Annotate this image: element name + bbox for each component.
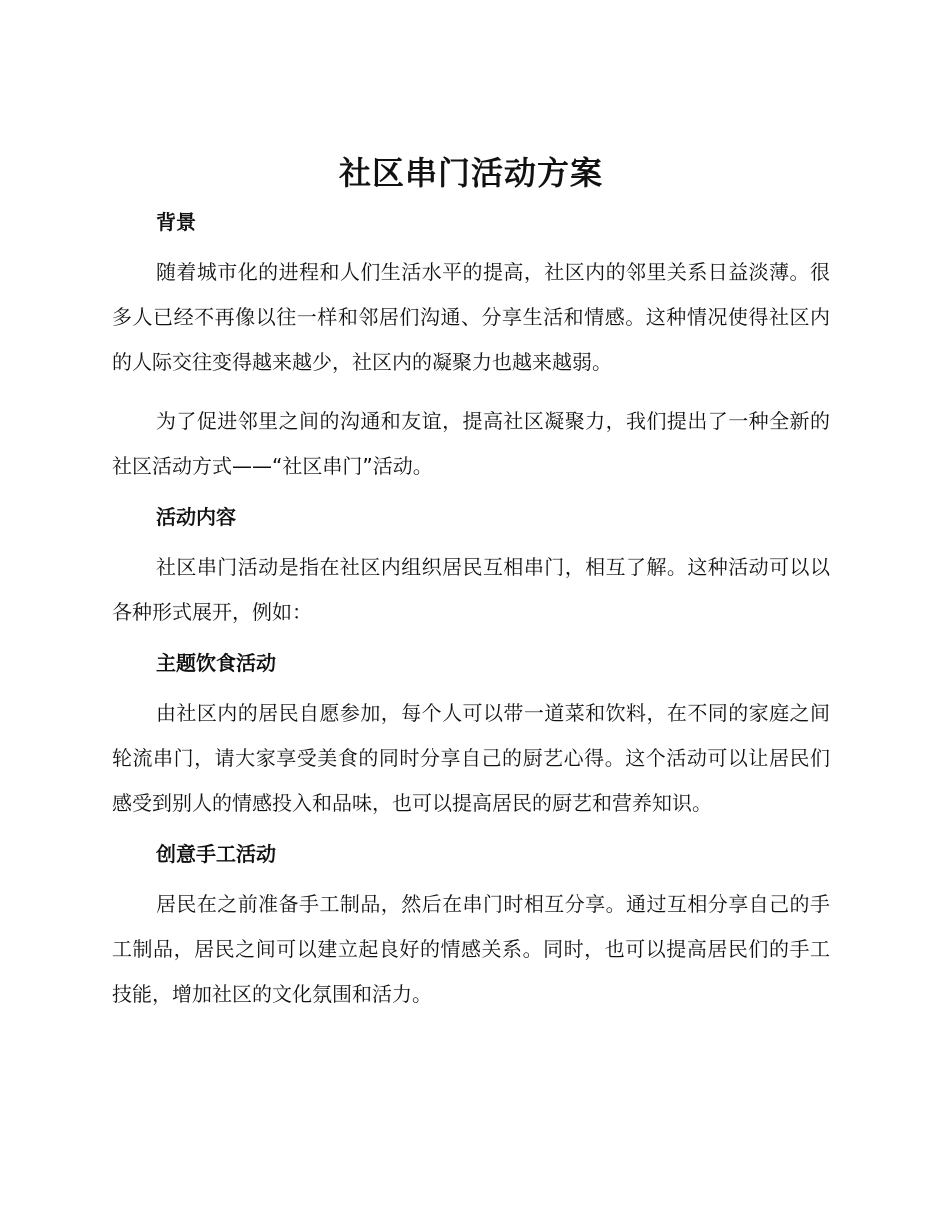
section-themed-food — [112, 649, 830, 826]
section-heading-themed-food: 主题饮食活动 — [156, 651, 276, 675]
section-creative-handcraft — [112, 840, 830, 1017]
paragraph-background-1: 随着城市化的进程和人们生活水平的提高，社区内的邻里关系日益淡薄。很多人已经不再像以往一样和邻居们沟通、分享生活和情感。这种情况使得社区内的人际交往变得越来越少，社区内的凝聚力也越来越弱。 — [112, 260, 830, 374]
paragraph-creative-handcraft-1: 居民在之前准备手工制品，然后在串门时相互分享。通过互相分享自己的手工制品，居民之间可以建立起良好的情感关系。同时，也可以提高居民们的手工技能，增加社区的文化氛围和活力。 — [112, 892, 830, 1006]
paragraph-background-2: 为了促进邻里之间的沟通和友谊，提高社区凝聚力，我们提出了一种全新的社区活动方式——“社区串门”活动。 — [112, 409, 830, 478]
section-background — [112, 208, 830, 489]
section-heading-creative-handcraft: 创意手工活动 — [156, 842, 276, 866]
section-heading-background: 背景 — [156, 210, 196, 234]
paragraph-themed-food-1: 由社区内的居民自愿参加，每个人可以带一道菜和饮料，在不同的家庭之间轮流串门，请大家享受美食的同时分享自己的厨艺心得。这个活动可以让居民们感受到别人的情感投入和品味，也可以提高居民的厨艺和营养知识。 — [112, 701, 830, 815]
document-page — [112, 150, 830, 1031]
section-activity-content — [112, 503, 830, 635]
section-heading-activity-content: 活动内容 — [156, 505, 236, 529]
document-title: 社区串门活动方案 — [338, 154, 603, 192]
paragraph-activity-content-1: 社区串门活动是指在社区内组织居民互相串门，相互了解。这种活动可以以各种形式展开，例如： — [112, 555, 830, 624]
